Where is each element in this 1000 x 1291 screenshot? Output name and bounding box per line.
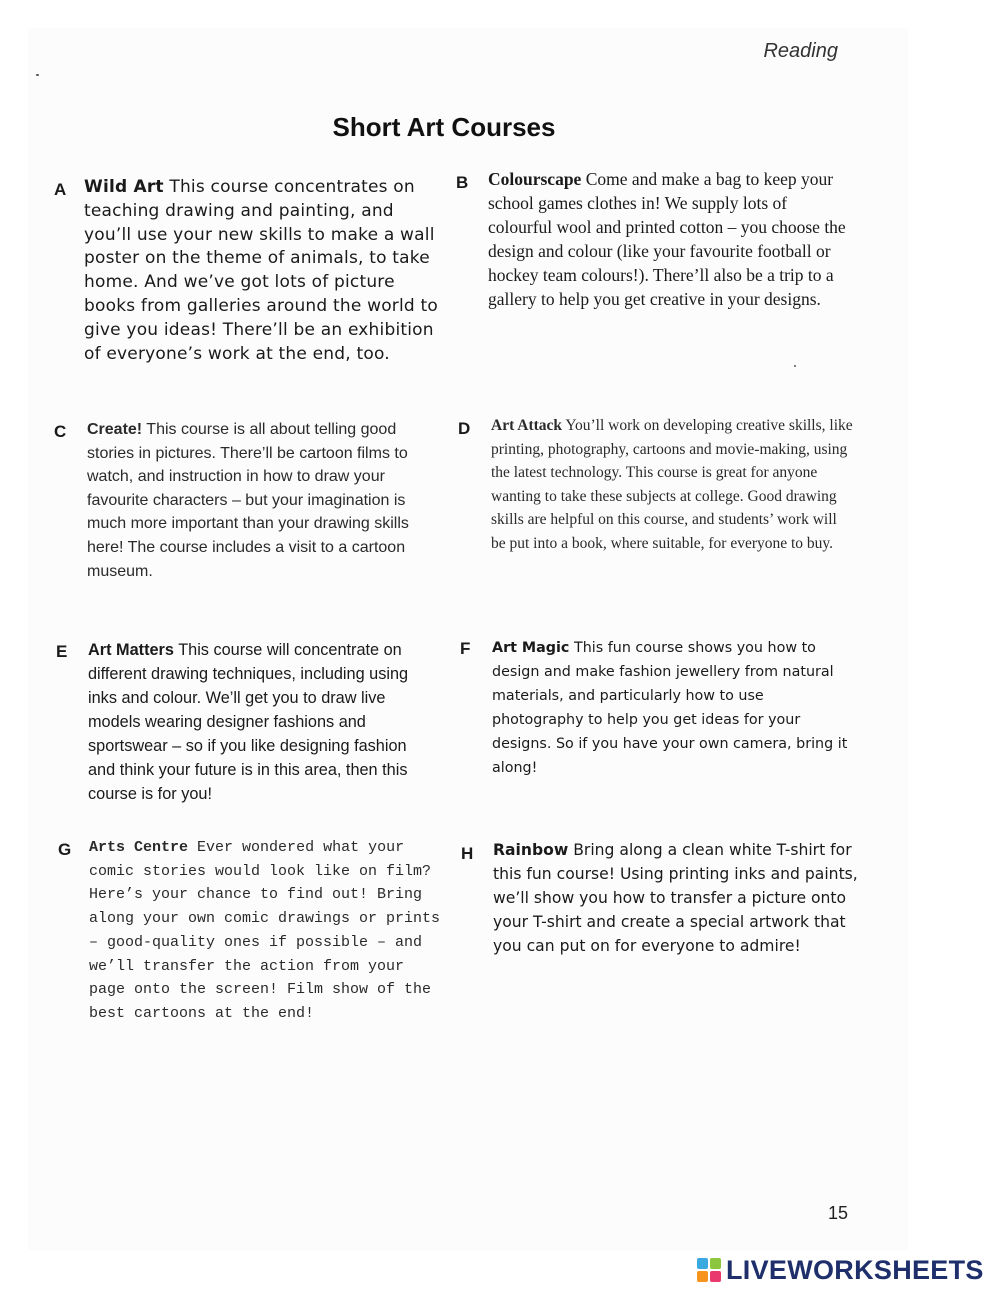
scan-speck [36, 74, 39, 76]
course-name: Rainbow [493, 841, 569, 859]
logo-square [697, 1258, 708, 1269]
course-description: Ever wondered what your comic stories would look like on film? Here’s your chance to find out! Bring along your own comic drawings or prints – good-quality ones if possible – and we’ll transfer the action from your page onto the screen! Film show of the best cartoons at the end! [89, 839, 441, 1022]
course-text [488, 168, 848, 311]
page-title: Short Art Courses [332, 112, 556, 142]
course-description: This fun course shows you how to design and make fashion jewellery from natural materials, and particularly how to use photography to help you get ideas for your designs. So if you have your own camera, bring it along! [492, 640, 848, 776]
logo-square [710, 1258, 721, 1269]
course-text [493, 838, 858, 958]
course-letter: E [56, 642, 68, 661]
course-description: This course will concentrate on different drawing techniques, including using inks and colour. We’ll get you to draw live models wearing designer fashions and sportswear – so if you like designing fashion and think your future is in this area, then this course is for you! [88, 641, 409, 803]
course-name: Art Attack [491, 417, 563, 434]
logo-square [697, 1271, 708, 1282]
course-letter: C [54, 422, 67, 441]
course-description: Bring along a clean white T-shirt for this fun course! Using printing inks and paints, we’ll show you how to transfer a picture onto your T-shirt and create a special artwork that you can put on for everyone to admire! [493, 841, 858, 955]
course-letter: G [58, 840, 72, 859]
course-text [87, 418, 442, 583]
watermark-text: LIVEWORKSHEETS [726, 1254, 984, 1285]
liveworksheets-watermark [697, 1254, 984, 1286]
course-letter: B [456, 173, 469, 192]
course-text [492, 636, 852, 780]
course-description: You’ll work on developing creative skills, like printing, photography, cartoons and movie-making, using the latest technology. This course is great for anyone wanting to take these subjects at college. Good drawing skills are helpful on this course, and students’ work will be put into a book, where suitable, for everyone to buy. [491, 417, 853, 552]
course-letter: F [460, 639, 471, 658]
course-letter: D [458, 419, 471, 438]
course-name: Colourscape [488, 169, 582, 189]
course-text [84, 176, 444, 366]
course-letter: A [54, 180, 67, 199]
course-description: Come and make a bag to keep your school games clothes in! We supply lots of colourful wool and printed cotton – you choose the design and colour (like your favourite football or hockey team colours!). There’ll also be a trip to a gallery to help you get creative in your designs. [488, 169, 846, 309]
liveworksheets-logo-icon [697, 1258, 721, 1282]
page-number: 15 [827, 1203, 848, 1223]
scan-speck [794, 365, 796, 367]
course-description: This course is all about telling good stories in pictures. There’ll be cartoon films to watch, and instruction in how to draw your favourite characters – but your imagination is much more important than your drawing skills here! The course includes a visit to a cartoon museum. [87, 421, 409, 580]
course-text [89, 836, 449, 1026]
section-label: Reading [763, 40, 838, 62]
course-letter: H [461, 844, 474, 863]
course-name: Art Matters [88, 641, 174, 659]
course-name: Create! [87, 421, 143, 438]
course-name: Arts Centre [89, 839, 189, 856]
course-text [491, 414, 853, 556]
course-text [88, 638, 438, 806]
course-name: Wild Art [84, 177, 164, 197]
logo-square [710, 1271, 721, 1282]
course-description: This course concentrates on teaching drawing and painting, and you’ll use your new skills to make a wall poster on the theme of animals, to take home. And we’ve got lots of picture books from galleries around the world to give you ideas! There’ll be an exhibition of everyone’s work at the end, too. [84, 177, 438, 364]
course-name: Art Magic [492, 640, 570, 656]
